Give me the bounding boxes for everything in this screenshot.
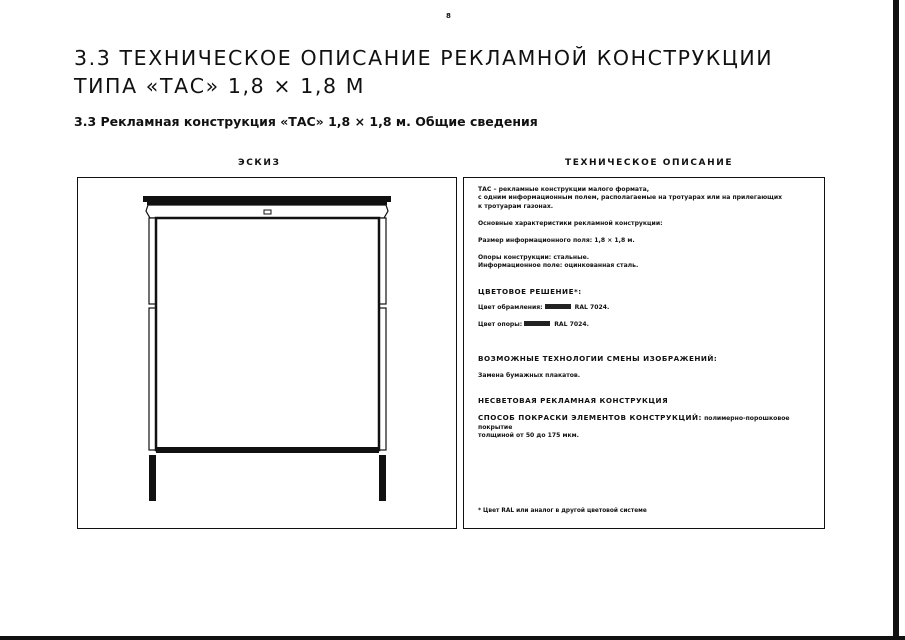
frame-color-swatch	[545, 304, 571, 309]
description-label: ТЕХНИЧЕСКОЕ ОПИСАНИЕ	[565, 158, 734, 168]
supports-material: Опоры конструкции: стальные. Информационное поле: оцинкованная сталь.	[478, 253, 639, 270]
paint-title: СПОСОБ ПОКРАСКИ ЭЛЕМЕНТОВ КОНСТРУКЦИЙ:	[478, 413, 702, 423]
section-subtitle: 3.3 Рекламная конструкция «ТАС» 1,8 × 1,8 м. Общие сведения	[74, 114, 538, 129]
paint-value: полимерно-порошковое покрытие толщиной от 50 до 175 мкм.	[478, 415, 790, 440]
color-solution	[478, 279, 814, 338]
page-title-line-1: 3.3 ТЕХНИЧЕСКОЕ ОПИСАНИЕ РЕКЛАМНОЙ КОНСТРУКЦИИ	[74, 46, 774, 70]
characteristics-title: Основные характеристики рекламной конструкции:	[478, 219, 663, 227]
frame-color-row	[478, 304, 814, 312]
support-color-row	[478, 321, 814, 329]
tech-title: ВОЗМОЖНЫЕ ТЕХНОЛОГИИ СМЕНЫ ИЗОБРАЖЕНИЙ:	[478, 354, 718, 364]
billboard-sketch	[78, 178, 455, 527]
lighting-type: НЕСВЕТОВАЯ РЕКЛАМНАЯ КОНСТРУКЦИЯ	[478, 396, 669, 406]
color-footnote: * Цвет RAL или аналог в другой цветовой системе	[478, 508, 647, 514]
support-color-value: RAL 7024.	[554, 321, 589, 329]
cornice-band	[146, 205, 388, 218]
page-title	[74, 44, 773, 100]
page-bottom-border	[0, 636, 905, 640]
intro-text: ТАС – рекламные конструкции малого формата, с одним информационным полем, располагаемые на тротуарах или на прилегающих к тротуарам газонах.	[478, 186, 783, 210]
left-post-base	[149, 455, 156, 501]
page-number: 8	[446, 12, 451, 20]
right-post-base	[379, 455, 386, 501]
image-change-tech	[478, 347, 814, 389]
color-title: ЦВЕТОВОЕ РЕШЕНИЕ*:	[478, 286, 582, 296]
tech-value: Замена бумажных плакатов.	[478, 371, 581, 379]
cornice-top	[143, 196, 391, 202]
support-color-label: Цвет опоры:	[478, 321, 523, 329]
frame-color-value: RAL 7024.	[574, 304, 610, 312]
page-title-line-2: ТИПА «ТАС» 1,8 × 1,8 М	[74, 74, 366, 98]
sketch-panel	[77, 177, 457, 529]
bottom-rail	[156, 447, 379, 453]
description-panel	[463, 177, 825, 529]
frame-color-label: Цвет обрамления:	[478, 304, 543, 312]
sketch-label: ЭСКИЗ	[238, 158, 281, 168]
page-right-border	[893, 0, 899, 640]
painting-method	[478, 414, 814, 440]
info-field-frame	[156, 218, 379, 450]
field-size: Размер информационного поля: 1,8 × 1,8 м.	[478, 236, 635, 244]
support-color-swatch	[524, 321, 550, 326]
description-text	[478, 186, 814, 449]
